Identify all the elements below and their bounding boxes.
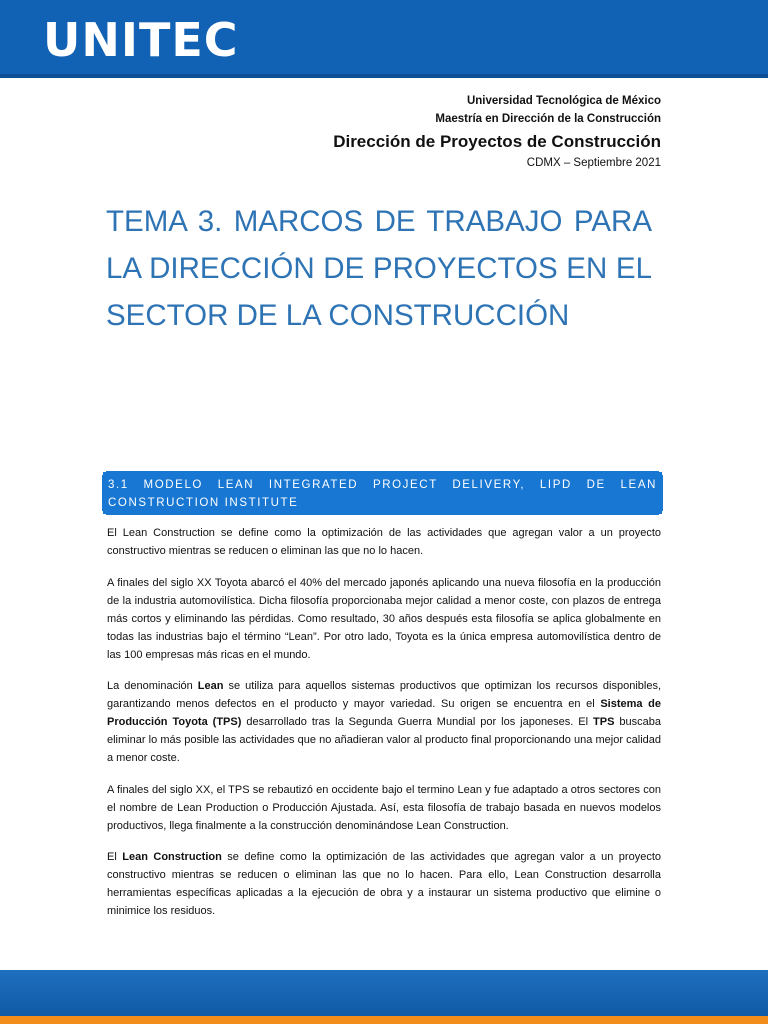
footer-orange-strip — [0, 1016, 768, 1024]
paragraph-3 — [107, 677, 661, 767]
paragraph-1: El Lean Construction se define como la optimización de las actividades que agregan valor a un proyecto constructivo mientras se reducen o eliminan las que no lo hacen. — [107, 527, 661, 557]
body-text — [107, 524, 661, 934]
section-heading: 3.1 MODELO LEAN INTEGRATED PROJECT DELIVERY, LIPD DE LEAN CONSTRUCTION INSTITUTE — [108, 479, 657, 509]
program-name: Maestría en Dirección de la Construcción — [435, 113, 661, 125]
bold-term: TPS — [593, 716, 615, 728]
footer-blue-strip — [0, 970, 768, 1016]
paragraph-4: A finales del siglo XX, el TPS se rebautizó en occidente bajo el termino Lean y fue adaptado a otros sectores con el nombre de Lean Production o Producción Ajustada. Así, esta filosofía de trabajo basada en nuevos modelos productivos, llega finalmente a la construcción denominándose Lean Construction. — [107, 783, 661, 832]
header-band — [0, 0, 768, 78]
bold-term: Sistema de Producción Toyota (TPS) — [107, 698, 661, 728]
topic-title: TEMA 3. MARCOS DE TRABAJO PARA LA DIRECCIÓN DE PROYECTOS EN EL SECTOR DE LA CONSTRUCCIÓN — [106, 205, 652, 332]
place-date: CDMX – Septiembre 2021 — [526, 157, 661, 169]
document-header — [333, 92, 661, 172]
unitec-logo: UNITEC — [43, 13, 239, 67]
text-run: El — [107, 851, 123, 863]
bold-term: Lean Construction — [122, 851, 222, 863]
footer-band — [0, 970, 768, 1024]
paragraph-5 — [107, 848, 661, 920]
corner-mark — [102, 511, 106, 515]
text-run: La denominación — [107, 680, 198, 692]
course-title: Dirección de Proyectos de Construcción — [333, 132, 661, 151]
bold-term: Lean — [197, 680, 224, 692]
text-run: se define como la optimización de las actividades que agregan valor a un proyecto constructivo mientras se reducen o eliminan las que no lo hacen. Para ello, Lean Construction desarrolla herramientas específicas aplicadas a la ejecución de obra y a instaurar un sistema productivo que elimine o minimice los residuos. — [107, 851, 661, 917]
university-name: Universidad Tecnológica de México — [466, 95, 661, 107]
paragraph-2: A finales del siglo XX Toyota abarcó el 40% del mercado japonés aplicando una nueva filosofía en la producción de la industria automovilística. Dicha filosofía proporcionaba mejor calidad a menor coste, con plazos de entrega más cortos y eliminando las pérdidas. Como resultado, 30 años después esta filosofía se aplica globalmente en todas las industrias bajo el término “Lean”. Por otro lado, Toyota es la única empresa automovilística dentro de las 100 empresas más ricas en el mundo. — [107, 576, 661, 661]
section-heading-bar — [102, 471, 663, 515]
corner-mark — [102, 471, 106, 475]
text-run: desarrollado tras la Segunda Guerra Mundial por los japoneses. El — [241, 716, 594, 728]
corner-mark — [659, 511, 663, 515]
corner-mark — [659, 471, 663, 475]
header-stripe — [0, 74, 768, 78]
text-run: se utiliza para aquellos sistemas productivos que optimizan los recursos disponibles, garantizando menos defectos en el producto y mayor variedad. Su origen se encuentra en el — [107, 680, 661, 710]
text-run: buscaba eliminar lo más posible las actividades que no añadieran valor al producto final proporcionando una mejor calidad a menor coste. — [107, 716, 661, 764]
